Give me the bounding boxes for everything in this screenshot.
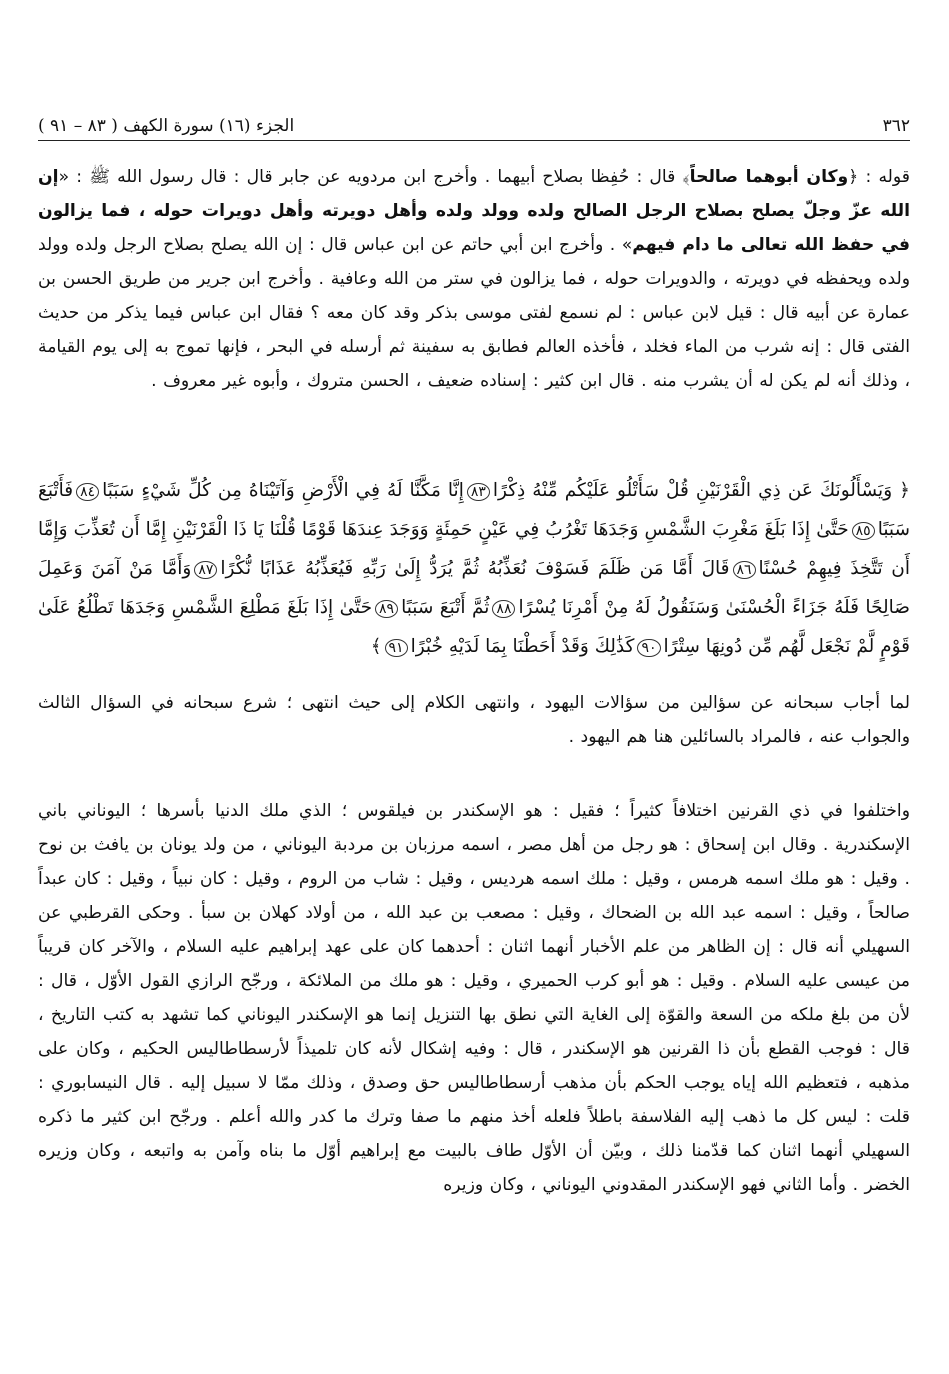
verse-number: ٩١ xyxy=(385,639,408,657)
verse-text: ﴾ xyxy=(370,636,382,657)
text-segment: قوله : ﴿ xyxy=(848,167,910,187)
paragraph-commentary: واختلفوا في ذي القرنين اختلافاً كثيراً ؛ فقيل : هو الإسكندر بن فيلقوس ؛ الذي ملك الدنيا بأسرها ؛ اليوناني باني الإسكندرية . وقال ابن إسحاق : هو رجل من أهل مصر ، اسمه مرزبان بن مردبة اليوناني ، من ولد يونان بن يافث بن نوح . وقيل : هو ملك اسمه هرمس ، وقيل : ملك اسمه هرديس ، وقيل : شاب من الروم ، وقيل : كان نبياً ، وقيل : كان عبداً صالحاً ، وقيل : اسمه عبد الله بن الضحاك ، وقيل : مصعب بن عبد الله ، من أولاد كهلان بن سبأ . وحكى القرطبي عن السهيلي أنه قال : إن الظاهر من علم الأخبار أنهما اثنان : أحدهما كان على عهد إبراهيم عليه السلام ، والآخر كان قريباً من عيسى عليه السلام . وقيل : هو أبو كرب الحميري ، وقيل : هو ملك من الملائكة ، ورجّح الرازي القول الأوّل ، قال : لأن من بلغ ملكه من السعة والقوّة إلى الغاية التي نطق بها التنزيل إنما هو الإسكندر اليوناني كما تشهد به كتب التاريخ ، قال : فوجب القطع بأن ذا القرنين هو الإسكندر ، قال : وفيه إشكال لأنه كان تلميذاً لأرسطاطاليس الحكيم ، وكان على مذهبه ، فتعظيم الله إياه يوجب الحكم بأن مذهب أرسطاطاليس حق وصدق ، وذلك ممّا لا سبيل إليه . قال النيسابوري : قلت : ليس كل ما ذهب إليه الفلاسفة باطلاً فلعله أخذ منهم ما صفا وترك ما كدر والله أعلم . ورجّح ابن كثير ما ذكره السهيلي أنهما اثنان كما قدّمنا ذلك ، وبيّن أن الأوّل طاف بالبيت مع إبراهيم أوّل ما بناه وآمن به واتبعه ، وكان وزيره الخضر . وأما الثاني فهو الإسكندر المقدوني اليوناني ، وكان وزيره xyxy=(38,801,910,1195)
text-segment: » . وأخرج ابن أبي حاتم عن ابن عباس قال : إن الله يصلح بصلاح الرجل ولده وولد ولده ويحفظه في دويرته ، والدويرات حوله ، فما يزالون في ستر من الله وعافية . وأخرج ابن جرير من طريق الحسن بن عمارة عن أبيه قال : قيل لابن عباس : لم نسمع لفتى موسى بذكر وقد كان معه ؟ فقال ابن عباس فيما يذكر من حديث الفتى قال : إنه شرب من الماء فخلد ، فأخذه العالم فطابق به سفينة ثم أرسله في البحر ، فإنها تموج به إلى يوم القيامة ، وذلك أنه لم يكن له أن يشرب منه . قال ابن كثير : إسناده ضعيف ، الحسن متروك ، وأبوه غير معروف . xyxy=(38,235,910,391)
verse-text: قَالَ أَمَّا مَن ظَلَمَ فَسَوْفَ نُعَذِّبُهُ ثُمَّ يُرَدُّ إِلَىٰ رَبِّهِ فَيُعَذِّبُهُ عَذَابًا نُّكْرًا xyxy=(220,558,730,579)
verse-text: فَأَتْبَعَ سَبَبًا xyxy=(38,480,910,540)
verse-number: ٨٣ xyxy=(467,483,490,501)
verse-text: حَتَّىٰ إِذَا بَلَغَ مَغْرِبَ الشَّمْسِ وَجَدَهَا تَغْرُبُ فِي عَيْنٍ حَمِئَةٍ وَوَجَدَ عِندَهَا قَوْمًا قُلْنَا يَا ذَا الْقَرْنَيْنِ إِمَّا أَن تُعَذِّبَ وَإِمَّا أَن تَتَّخِذَ فِيهِمْ حُسْنًا xyxy=(38,519,910,579)
text-segment: ﴾ قال : حُفِظا بصلاح أبيهما . وأخرج ابن مردويه عن جابر قال : قال رسول الله ﷺ : « xyxy=(58,167,690,187)
verse-number: ٩٠ xyxy=(637,639,660,657)
page-header xyxy=(38,100,910,136)
hadith-quote: إن الله عزّ وجلّ يصلح بصلاح الرجل الصالح ولده وولد ولده وأهل دويرته وأهل دويرات حوله ، فما يزالون في حفظ الله تعالى ما دام فيهم xyxy=(38,167,910,255)
running-title: الجزء (١٦) سورة الكهف ( ٨٣ – ٩١ ) xyxy=(38,116,295,136)
verse-text: إِنَّا مَكَّنَّا لَهُ فِي الْأَرْضِ وَآتَيْنَاهُ مِن كُلِّ شَيْءٍ سَبَبًا xyxy=(102,480,464,501)
verse-number: ٨٥ xyxy=(852,522,875,540)
verse-text: وَأَمَّا مَنْ آمَنَ وَعَمِلَ صَالِحًا فَلَهُ جَزَاءً الْحُسْنَىٰ وَسَنَقُولُ لَهُ مِنْ أَمْرِنَا يُسْرًا xyxy=(38,558,910,618)
verse-text: حَتَّىٰ إِذَا بَلَغَ مَطْلِعَ الشَّمْسِ وَجَدَهَا تَطْلُعُ عَلَىٰ قَوْمٍ لَّمْ نَجْعَل لَّهُم مِّن دُونِهَا سِتْرًا xyxy=(38,597,910,657)
paragraph-intro: لما أجاب سبحانه عن سؤالين من سؤالات اليهود ، وانتهى الكلام إلى حيث انتهى ؛ شرع سبحانه في السؤال الثالث والجواب عنه ، فالمراد بالسائلين هنا هم اليهود . xyxy=(38,693,910,747)
page-number: ٣٦٢ xyxy=(882,116,910,136)
verse-number: ٨٩ xyxy=(375,600,398,618)
quran-verses xyxy=(38,472,910,667)
verse-text: ثُمَّ أَتْبَعَ سَبَبًا xyxy=(401,597,490,618)
verse-number: ٨٤ xyxy=(76,483,99,501)
header-divider xyxy=(38,140,910,141)
paragraph-hadith xyxy=(38,160,910,398)
verse-number: ٨٧ xyxy=(194,561,217,579)
quran-quote: وكان أبوهما صالحاً xyxy=(689,167,849,187)
verse-number: ٨٨ xyxy=(492,600,515,618)
verse-text: كَذَٰلِكَ وَقَدْ أَحَطْنَا بِمَا لَدَيْهِ خُبْرًا xyxy=(410,636,635,657)
verse-number: ٨٦ xyxy=(733,561,756,579)
verse-text: ﴿ وَيَسْأَلُونَكَ عَن ذِي الْقَرْنَيْنِ قُلْ سَأَتْلُو عَلَيْكُم مِّنْهُ ذِكْرًا xyxy=(492,480,910,501)
